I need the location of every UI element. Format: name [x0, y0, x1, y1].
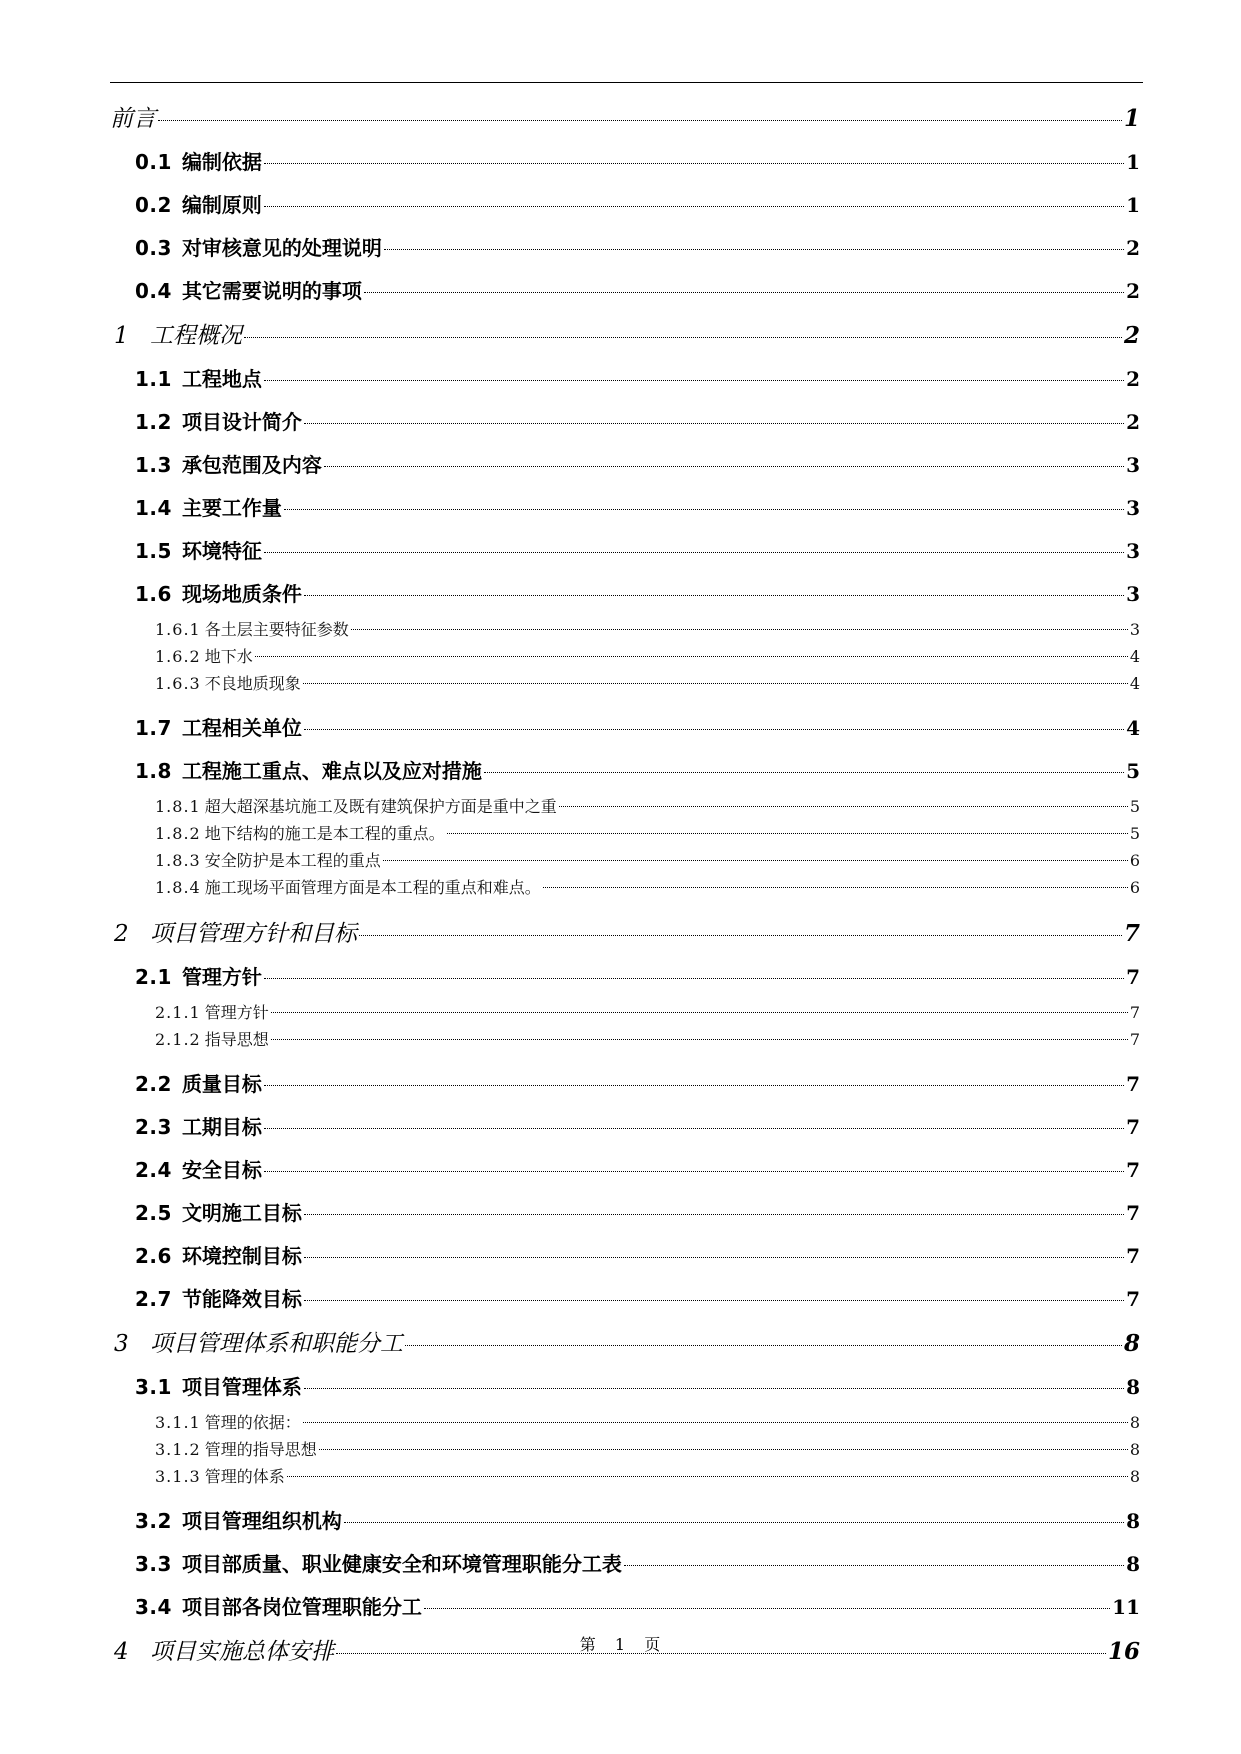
- toc-entry-number: 1.2: [135, 410, 172, 434]
- toc-entry-title: 各土层主要特征参数: [204, 620, 349, 639]
- toc-dot-leader: [244, 337, 1122, 338]
- toc-entry-page: 3: [1126, 582, 1140, 606]
- toc-entry-level-2[interactable]: [110, 707, 1140, 750]
- toc-entry-title: 安全目标: [181, 1158, 262, 1182]
- toc-entry-number: 1.7: [135, 716, 172, 740]
- toc-entry-page: 7: [1126, 1244, 1140, 1268]
- toc-entry-number: 2.5: [135, 1201, 172, 1225]
- toc-entry-page: 2: [1126, 279, 1140, 303]
- footer-suffix: 页: [644, 1635, 662, 1654]
- toc-entry-title: 指导思想: [204, 1030, 269, 1049]
- toc-entry-title: 施工现场平面管理方面是本工程的重点和难点。: [204, 878, 541, 897]
- toc-entry-number: 1.6: [135, 582, 172, 606]
- toc-dot-leader: [264, 1085, 1124, 1086]
- toc-entry-page: 1: [1126, 150, 1140, 174]
- page-footer: [0, 1632, 1241, 1655]
- toc-entry-level-3[interactable]: [110, 1463, 1140, 1490]
- toc-entry-number: 1.4: [135, 496, 172, 520]
- toc-entry-title: 项目管理体系: [181, 1375, 302, 1399]
- toc-entry-page: 8: [1129, 1467, 1140, 1486]
- toc-entry-title: 现场地质条件: [181, 582, 302, 606]
- toc-entry-level-3[interactable]: [110, 616, 1140, 643]
- footer-prefix: 第: [579, 1635, 597, 1654]
- toc-entry-page: 4: [1126, 716, 1140, 740]
- header-rule: [110, 82, 1143, 83]
- toc-dot-leader: [271, 1039, 1128, 1040]
- toc-entry-level-2[interactable]: [110, 141, 1140, 184]
- toc-entry-title: 不良地质现象: [204, 674, 301, 693]
- toc-entry-title: 承包范围及内容: [181, 453, 322, 477]
- toc-entry-number: 2.1: [135, 965, 172, 989]
- toc-dot-leader: [405, 1345, 1122, 1346]
- toc-dot-leader: [447, 833, 1128, 834]
- toc-entry-number: 0.4: [135, 279, 172, 303]
- toc-entry-number: 1.8.1: [155, 797, 201, 816]
- toc-entry-level-3[interactable]: [110, 1026, 1140, 1053]
- toc-entry-title: 项目部质量、职业健康安全和环境管理职能分工表: [181, 1552, 622, 1576]
- toc-entry-number: 1.6.3: [155, 674, 201, 693]
- toc-entry-level-2[interactable]: [110, 1278, 1140, 1321]
- toc-dot-leader: [304, 595, 1124, 596]
- toc-entry-page: 5: [1126, 759, 1140, 783]
- toc-entry-number: 1.3: [135, 453, 172, 477]
- toc-entry-title: 编制原则: [181, 193, 262, 217]
- toc-entry-level-2[interactable]: [110, 530, 1140, 573]
- toc-entry-title: 工程地点: [181, 367, 262, 391]
- toc-dot-leader: [304, 1214, 1124, 1215]
- toc-dot-leader: [383, 860, 1128, 861]
- toc-entry-title: 管理的体系: [204, 1467, 285, 1486]
- toc-dot-leader: [303, 683, 1128, 684]
- toc-entry-title: 编制依据: [181, 150, 262, 174]
- toc-entry-level-2[interactable]: [110, 1063, 1140, 1106]
- toc-dot-leader: [624, 1565, 1124, 1566]
- toc-entry-page: 7: [1123, 920, 1140, 947]
- toc-entry-level-2[interactable]: [110, 1500, 1140, 1543]
- toc-dot-leader: [364, 292, 1124, 293]
- toc-entry-page: 8: [1126, 1552, 1140, 1576]
- toc-entry-page: 8: [1126, 1509, 1140, 1533]
- toc-entry-level-3[interactable]: [110, 1436, 1140, 1463]
- toc-entry-level-1[interactable]: [110, 911, 1140, 956]
- toc-entry-level-2[interactable]: [110, 270, 1140, 313]
- toc-dot-leader: [264, 552, 1124, 553]
- toc-entry-level-3[interactable]: [110, 643, 1140, 670]
- toc-entry-page: 7: [1126, 1115, 1140, 1139]
- toc-entry-level-2[interactable]: [110, 444, 1140, 487]
- toc-entry-level-2[interactable]: [110, 401, 1140, 444]
- toc-entry-page: 2: [1123, 322, 1140, 349]
- toc-dot-leader: [344, 1522, 1124, 1523]
- toc-dot-leader: [384, 249, 1124, 250]
- toc-entry-level-2[interactable]: [110, 1192, 1140, 1235]
- toc-entry-page: 4: [1129, 647, 1140, 666]
- toc-dot-leader: [271, 1012, 1128, 1013]
- toc-entry-number: 1.8.3: [155, 851, 201, 870]
- toc-entry-level-2[interactable]: [110, 184, 1140, 227]
- toc-entry-page: 2: [1126, 236, 1140, 260]
- toc-entry-page: 7: [1129, 1003, 1140, 1022]
- toc-dot-leader: [359, 935, 1122, 936]
- toc-entry-page: 3: [1129, 620, 1140, 639]
- toc-entry-page: 4: [1129, 674, 1140, 693]
- toc-entry-level-1[interactable]: [110, 1321, 1140, 1366]
- toc-entry-number: 3.1.1: [155, 1413, 201, 1432]
- toc-entry-level-2[interactable]: [110, 358, 1140, 401]
- toc-dot-leader: [264, 206, 1124, 207]
- toc-entry-page: 1: [1126, 193, 1140, 217]
- toc-entry-page: 11: [1112, 1595, 1140, 1619]
- toc-entry-level-3[interactable]: [110, 1409, 1140, 1436]
- toc-entry-number: 1: [114, 323, 129, 349]
- toc-dot-leader: [255, 656, 1128, 657]
- toc-entry-title: 主要工作量: [181, 496, 282, 520]
- toc-entry-page: 6: [1129, 878, 1140, 897]
- toc-entry-number: 1.8: [135, 759, 172, 783]
- toc-dot-leader: [284, 509, 1124, 510]
- toc-entry-level-3[interactable]: [110, 847, 1140, 874]
- toc-entry-level-2[interactable]: [110, 1149, 1140, 1192]
- toc-entry-title: 工程概况: [150, 323, 242, 349]
- toc-entry-number: 1.8.4: [155, 878, 201, 897]
- toc-entry-number: 2.4: [135, 1158, 172, 1182]
- toc-entry-number: 1.6.2: [155, 647, 201, 666]
- toc-entry-level-2[interactable]: [110, 227, 1140, 270]
- toc-entry-number: 3.4: [135, 1595, 172, 1619]
- toc-entry-number: 3: [114, 1331, 129, 1357]
- toc-dot-leader: [264, 380, 1124, 381]
- toc-entry-title: 管理方针: [181, 965, 262, 989]
- toc-entry-title: 文明施工目标: [181, 1201, 302, 1225]
- toc-entry-level-3[interactable]: [110, 820, 1140, 847]
- toc-entry-number: 3.1.2: [155, 1440, 201, 1459]
- toc-entry-level-1[interactable]: [110, 313, 1140, 358]
- toc-entry-title: 项目管理体系和职能分工: [150, 1331, 403, 1357]
- toc-entry-level-3[interactable]: [110, 999, 1140, 1026]
- toc-entry-title: 工程相关单位: [181, 716, 302, 740]
- toc-dot-leader: [264, 1128, 1124, 1129]
- toc-entry-number: 1.6.1: [155, 620, 201, 639]
- toc-entry-number: 1.1: [135, 367, 172, 391]
- toc-dot-leader: [543, 887, 1128, 888]
- toc-entry-number: 3.2: [135, 1509, 172, 1533]
- toc-entry-level-3[interactable]: [110, 670, 1140, 697]
- toc-entry-page: 5: [1129, 824, 1140, 843]
- toc-entry-number: 3.1: [135, 1375, 172, 1399]
- toc-entry-page: 3: [1126, 453, 1140, 477]
- toc-entry-number: 2.2: [135, 1072, 172, 1096]
- toc-entry-page: 8: [1126, 1375, 1140, 1399]
- toc-entry-page: 5: [1129, 797, 1140, 816]
- toc-entry-title: 管理的依据：: [204, 1413, 301, 1432]
- toc-entry-title: 项目实施总体安排: [150, 1639, 334, 1665]
- toc-entry-level-2[interactable]: [110, 573, 1140, 616]
- toc-entry-page: 2: [1126, 410, 1140, 434]
- toc-entry-level-1[interactable]: [110, 96, 1140, 141]
- toc-entry-number: 0.3: [135, 236, 172, 260]
- footer-page-number: 1: [614, 1635, 627, 1654]
- toc-entry-page: 3: [1126, 539, 1140, 563]
- toc-entry-title: 管理的指导思想: [204, 1440, 317, 1459]
- toc-entry-level-2[interactable]: [110, 1235, 1140, 1278]
- toc-entry-title: 环境控制目标: [181, 1244, 302, 1268]
- toc-dot-leader: [158, 120, 1122, 121]
- toc-entry-title: 前言: [110, 106, 156, 132]
- toc-entry-page: 8: [1129, 1413, 1140, 1432]
- toc-entry-level-2[interactable]: [110, 1586, 1140, 1629]
- toc-entry-number: 3.1.3: [155, 1467, 201, 1486]
- toc-entry-level-2[interactable]: [110, 487, 1140, 530]
- toc-entry-title: 工程施工重点、难点以及应对措施: [181, 759, 482, 783]
- toc-entry-title: 地下结构的施工是本工程的重点。: [204, 824, 445, 843]
- toc-entry-number: 2.7: [135, 1287, 172, 1311]
- toc-entry-title: 节能降效目标: [181, 1287, 302, 1311]
- toc-dot-leader: [303, 1422, 1128, 1423]
- toc-entry-level-2[interactable]: [110, 1106, 1140, 1149]
- toc-entry-page: 7: [1126, 1158, 1140, 1182]
- toc-dot-leader: [559, 806, 1128, 807]
- toc-entry-title: 工期目标: [181, 1115, 262, 1139]
- toc-entry-title: 超大超深基坑施工及既有建筑保护方面是重中之重: [204, 797, 557, 816]
- toc-dot-leader: [264, 163, 1124, 164]
- toc-dot-leader: [351, 629, 1128, 630]
- toc-dot-leader: [484, 772, 1124, 773]
- toc-dot-leader: [424, 1608, 1110, 1609]
- toc-entry-level-2[interactable]: [110, 956, 1140, 999]
- toc-entry-level-2[interactable]: [110, 750, 1140, 793]
- toc-entry-level-3[interactable]: [110, 874, 1140, 901]
- toc-entry-title: 项目设计简介: [181, 410, 302, 434]
- toc-entry-page: 8: [1129, 1440, 1140, 1459]
- toc-entry-page: 8: [1123, 1330, 1140, 1357]
- toc-entry-page: 1: [1123, 105, 1140, 132]
- toc-dot-leader: [304, 729, 1124, 730]
- toc-entry-title: 管理方针: [204, 1003, 269, 1022]
- toc-entry-title: 其它需要说明的事项: [181, 279, 362, 303]
- toc-entry-title: 地下水: [204, 647, 253, 666]
- toc-entry-page: 7: [1126, 1287, 1140, 1311]
- toc-entry-title: 项目管理方针和目标: [150, 921, 357, 947]
- toc-entry-page: 2: [1126, 367, 1140, 391]
- toc-entry-number: 2.1.1: [155, 1003, 201, 1022]
- toc-dot-leader: [287, 1476, 1128, 1477]
- toc-dot-leader: [264, 1171, 1124, 1172]
- toc-entry-title: 安全防护是本工程的重点: [204, 851, 381, 870]
- toc-dot-leader: [304, 1257, 1124, 1258]
- toc-entry-number: 1.8.2: [155, 824, 201, 843]
- toc-entry-page: 7: [1126, 965, 1140, 989]
- toc-entry-number: 3.3: [135, 1552, 172, 1576]
- toc-entry-page: 16: [1107, 1638, 1140, 1665]
- toc-dot-leader: [304, 1388, 1124, 1389]
- toc-entry-number: 2: [114, 921, 129, 947]
- toc-entry-page: 7: [1126, 1072, 1140, 1096]
- toc-entry-number: 0.2: [135, 193, 172, 217]
- toc-entry-title: 环境特征: [181, 539, 262, 563]
- toc-entry-page: 6: [1129, 851, 1140, 870]
- toc-entry-title: 质量目标: [181, 1072, 262, 1096]
- toc-entry-page: 3: [1126, 496, 1140, 520]
- toc-entry-number: 2.1.2: [155, 1030, 201, 1049]
- toc-dot-leader: [324, 466, 1124, 467]
- toc-dot-leader: [304, 423, 1124, 424]
- toc-entry-number: 4: [114, 1639, 129, 1665]
- toc-dot-leader: [304, 1300, 1124, 1301]
- toc-entry-number: 1.5: [135, 539, 172, 563]
- toc-entry-page: 7: [1126, 1201, 1140, 1225]
- toc-entry-number: 0.1: [135, 150, 172, 174]
- toc-entry-number: 2.6: [135, 1244, 172, 1268]
- toc-entry-level-2[interactable]: [110, 1366, 1140, 1409]
- toc-entry-title: 项目管理组织机构: [181, 1509, 342, 1533]
- table-of-contents: [110, 96, 1140, 1674]
- toc-entry-level-2[interactable]: [110, 1543, 1140, 1586]
- toc-entry-number: 2.3: [135, 1115, 172, 1139]
- toc-dot-leader: [264, 978, 1124, 979]
- toc-entry-level-3[interactable]: [110, 793, 1140, 820]
- toc-entry-title: 项目部各岗位管理职能分工: [181, 1595, 422, 1619]
- toc-entry-title: 对审核意见的处理说明: [181, 236, 382, 260]
- toc-entry-page: 7: [1129, 1030, 1140, 1049]
- toc-dot-leader: [319, 1449, 1128, 1450]
